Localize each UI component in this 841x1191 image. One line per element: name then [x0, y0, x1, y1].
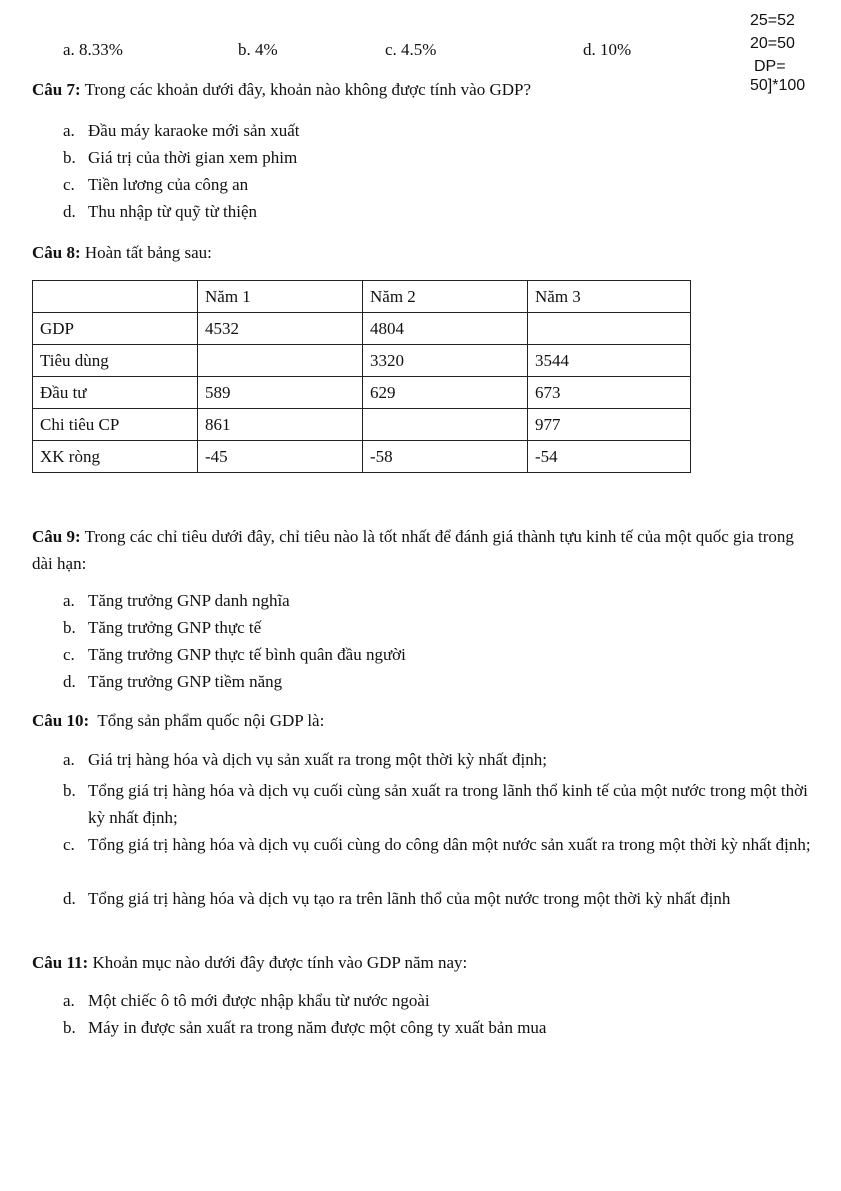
- question-text: Trong các chỉ tiêu dưới đây, chỉ tiêu nào là tốt nhất để đánh giá thành tựu kinh tế của một quốc gia trong dài hạn:: [32, 527, 794, 573]
- option-label: a.: [63, 750, 75, 769]
- option-text: Tăng trưởng GNP danh nghĩa: [88, 591, 290, 610]
- side-note-3: DP=: [754, 58, 786, 75]
- q6-option-a: [63, 40, 123, 60]
- table-cell: 4804: [363, 313, 528, 345]
- option-label: d.: [63, 672, 76, 691]
- q10-option-c: [63, 831, 828, 858]
- option-label: d.: [583, 40, 596, 59]
- table-row: [33, 313, 691, 345]
- table-row: [33, 377, 691, 409]
- q7-option-a: [63, 121, 300, 141]
- table-cell: Tiêu dùng: [33, 345, 198, 377]
- option-label: d.: [63, 202, 76, 221]
- table-cell: XK ròng: [33, 441, 198, 473]
- q10-option-a: [63, 750, 547, 770]
- table-cell: -54: [528, 441, 691, 473]
- table-row: [33, 409, 691, 441]
- option-text: Tổng giá trị hàng hóa và dịch vụ cuối cùng sản xuất ra trong lãnh thổ kinh tế của một nước trong một thời kỳ nhất định;: [88, 781, 808, 827]
- option-label: b.: [63, 781, 76, 800]
- option-text: Thu nhập từ quỹ từ thiện: [88, 202, 258, 221]
- table-header-cell: [33, 281, 198, 313]
- table-cell: 861: [198, 409, 363, 441]
- q6-option-b: [238, 40, 278, 60]
- q7-option-d: [63, 202, 257, 222]
- table-cell: -45: [198, 441, 363, 473]
- option-text: Tăng trưởng GNP thực tế: [88, 618, 262, 637]
- option-label: c.: [385, 40, 397, 59]
- question-10: [32, 711, 324, 731]
- option-label: c.: [63, 175, 75, 194]
- table-cell: [363, 409, 528, 441]
- q11-option-a: [63, 991, 430, 1011]
- option-text: Tổng giá trị hàng hóa và dịch vụ tạo ra trên lãnh thổ của một nước trong một thời kỳ nhất định: [88, 889, 731, 908]
- option-label: a.: [63, 121, 75, 140]
- question-number: Câu 11:: [32, 953, 89, 972]
- q7-option-b: [63, 148, 297, 168]
- question-text: Trong các khoản dưới đây, khoản nào không được tính vào GDP?: [84, 80, 531, 99]
- option-text: Tổng giá trị hàng hóa và dịch vụ cuối cùng do công dân một nước sản xuất ra trong một thời kỳ nhất định;: [88, 835, 811, 854]
- option-text: Giá trị hàng hóa và dịch vụ sản xuất ra trong một thời kỳ nhất định;: [88, 750, 547, 769]
- question-text: Hoàn tất bảng sau:: [84, 243, 212, 262]
- question-number: Câu 9:: [32, 527, 81, 546]
- gdp-table: [32, 280, 691, 473]
- table-cell: -58: [363, 441, 528, 473]
- table-header-cell: Năm 1: [198, 281, 363, 313]
- table-cell: [198, 345, 363, 377]
- table-cell: [528, 313, 691, 345]
- q9-option-b: [63, 618, 261, 638]
- option-text: Máy in được sản xuất ra trong năm được một công ty xuất bản mua: [88, 1018, 547, 1037]
- question-8: [32, 243, 212, 263]
- question-number: Câu 8:: [32, 243, 81, 262]
- option-text: Đầu máy karaoke mới sản xuất: [88, 121, 300, 140]
- q6-option-d: [583, 40, 631, 60]
- side-note-1: 25=52: [750, 12, 795, 29]
- table-cell: 3320: [363, 345, 528, 377]
- option-text: 10%: [600, 40, 632, 59]
- table-cell: 977: [528, 409, 691, 441]
- option-text: 4.5%: [401, 40, 437, 59]
- table-cell: 589: [198, 377, 363, 409]
- table-header-row: [33, 281, 691, 313]
- table-cell: 3544: [528, 345, 691, 377]
- table-cell: Chi tiêu CP: [33, 409, 198, 441]
- option-label: b.: [63, 618, 76, 637]
- option-text: 8.33%: [79, 40, 123, 59]
- table-row: [33, 345, 691, 377]
- table-cell: GDP: [33, 313, 198, 345]
- option-label: d.: [63, 889, 76, 908]
- question-number: Câu 10:: [32, 711, 90, 730]
- q9-option-d: [63, 672, 282, 692]
- q6-option-c: [385, 40, 436, 60]
- table-cell: 629: [363, 377, 528, 409]
- table-row: [33, 441, 691, 473]
- q10-option-b: [63, 777, 828, 831]
- question-7: [32, 80, 531, 100]
- option-text: Giá trị của thời gian xem phim: [88, 148, 298, 167]
- question-text: Khoản mục nào dưới đây được tính vào GDP năm nay:: [92, 953, 468, 972]
- question-11: [32, 953, 467, 973]
- table-cell: 673: [528, 377, 691, 409]
- table-cell: 4532: [198, 313, 363, 345]
- q7-option-c: [63, 175, 248, 195]
- option-text: Tăng trưởng GNP thực tế bình quân đầu người: [88, 645, 406, 664]
- option-text: Tăng trưởng GNP tiềm năng: [88, 672, 283, 691]
- option-label: a.: [63, 40, 75, 59]
- option-text: Tiền lương của công an: [88, 175, 249, 194]
- table-cell: Đầu tư: [33, 377, 198, 409]
- question-text: Tổng sản phẩm quốc nội GDP là:: [97, 711, 325, 730]
- option-label: c.: [63, 645, 75, 664]
- table-header-cell: Năm 3: [528, 281, 691, 313]
- question-number: Câu 7:: [32, 80, 81, 99]
- option-label: c.: [63, 835, 75, 854]
- option-label: a.: [63, 591, 75, 610]
- option-label: b.: [238, 40, 251, 59]
- side-note-2: 20=50: [750, 35, 795, 52]
- option-label: b.: [63, 1018, 76, 1037]
- q11-option-b: [63, 1018, 546, 1038]
- q9-option-c: [63, 645, 406, 665]
- option-text: Một chiếc ô tô mới được nhập khẩu từ nước ngoài: [88, 991, 430, 1010]
- side-note-4: 50]*100: [750, 77, 806, 94]
- option-label: b.: [63, 148, 76, 167]
- question-9: [32, 523, 807, 577]
- option-text: 4%: [255, 40, 278, 59]
- q10-option-d: [63, 885, 828, 912]
- q9-option-a: [63, 591, 290, 611]
- option-label: a.: [63, 991, 75, 1010]
- table-header-cell: Năm 2: [363, 281, 528, 313]
